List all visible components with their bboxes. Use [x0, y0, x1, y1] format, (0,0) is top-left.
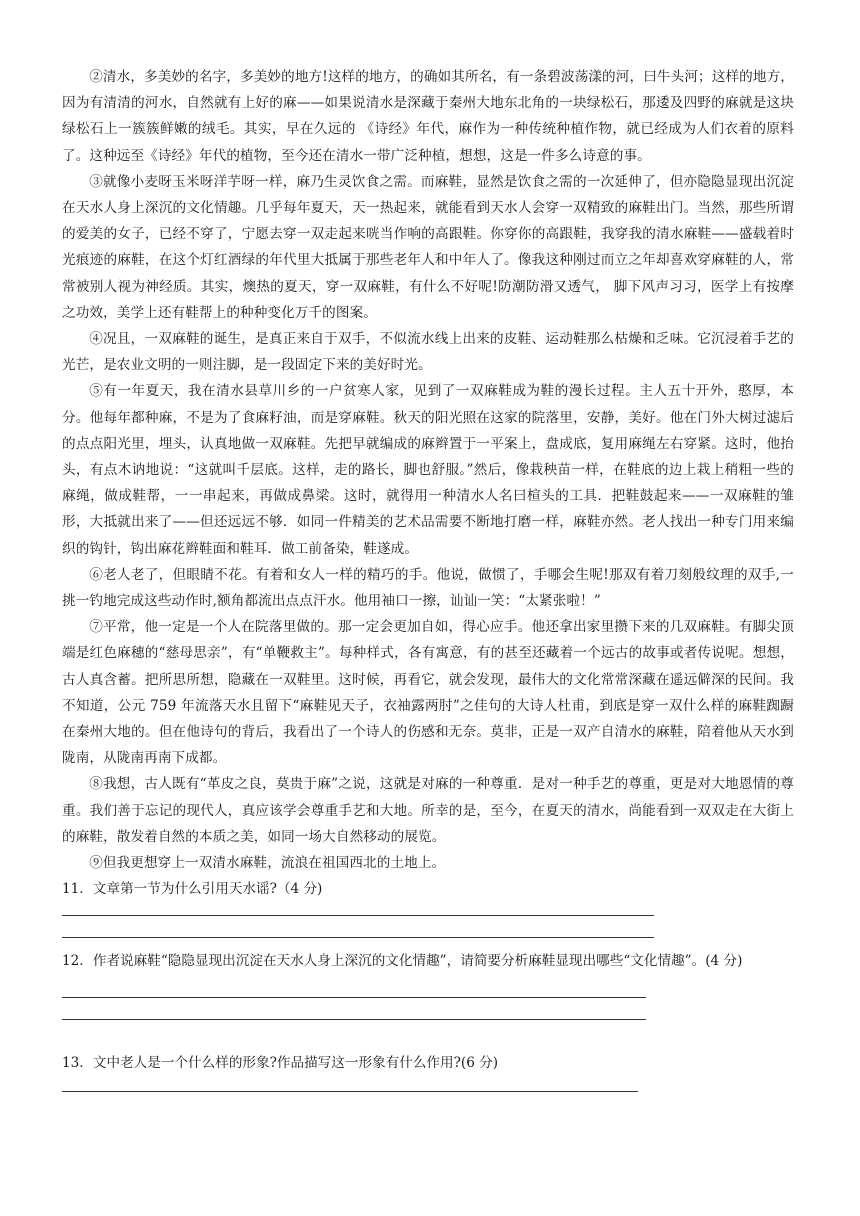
answer-line-12-1[interactable]	[62, 997, 646, 998]
answer-line-11-1[interactable]	[62, 915, 654, 916]
question-12: 12．作者说麻鞋“隐隐显现出沉淀在天水人身上深沉的文化情趣”，请简要分析麻鞋显现出哪些“文化情趣”。(4 分)	[62, 953, 743, 970]
paragraph-7: ⑦平常，他一定是一个人在院落里做的。那一定会更加自如，得心应手。他还拿出家里攒下来的几双麻鞋。有脚尖顶端是红色麻穗的“慈母思亲”，有“单鞭救主”。每种样式，各有寓意，有的甚至还藏着一个远古的故事或者传说呢。想想，古人真含蓄。把所思所想，隐藏在一双鞋里。这时候，再看它，就会发现，最伟大的文化常常深藏在遥远僻深的民间。我不知道，公元 759 年流落天水且留下“麻鞋见天子，衣袖露两肘”之佳句的大诗人杜甫，到底是穿一双什么样的麻鞋踟蹰在秦州大地的。但在他诗句的背后，我看出了一个诗人的伤感和无奈。莫非，正是一双产自清水的麻鞋，陪着他从天水到陇南，从陇南再南下成都。	[62, 619, 794, 767]
paragraph-6: ⑥老人老了，但眼睛不花。有着和女人一样的精巧的手。他说，做惯了，手哪会生呢!那双有着刀刻般纹理的双手,一挑一钓地完成这些动作时,额角都流出点点汗水。他用袖口一擦，讪讪一笑：“太紧张啦！”	[62, 566, 794, 610]
paragraph-4: ④况且，一双麻鞋的诞生，是真正来自于双手，不似流水线上出来的皮鞋、运动鞋那么枯燥和乏味。它沉浸着手艺的光芒，是农业文明的一则注脚，是一段固定下来的美好时光。	[62, 331, 794, 374]
article-body	[62, 64, 794, 876]
question-13: 13．文中老人是一个什么样的形象?作品描写这一形象有什么作用?(6 分)	[62, 1055, 499, 1072]
paragraph-3: ③就像小麦呀玉米呀洋芋呀一样，麻乃生灵饮食之需。而麻鞋，显然是饮食之需的一次延伸了，但亦隐隐显现出沉淀在天水人身上深沉的文化情趣。几乎每年夏天，天一热起来，就能看到天水人会穿一双精致的麻鞋出门。当然，那些所谓的爱美的女子，已经不穿了，宁愿去穿一双走起来咣当作响的高跟鞋。你穿你的高跟鞋，我穿我的清水麻鞋——盛载着时光痕迹的麻鞋，在这个灯红酒绿的年代里大抵属于那些老年人和中年人了。像我这种刚过而立之年却喜欢穿麻鞋的人，常常被别人视为神经质。其实，燠热的夏天，穿一双麻鞋，有什么不好呢!防潮防滑又透气， 脚下风声习习，医学上有按摩之功效，美学上还有鞋帮上的种种变化万千的图案。	[62, 173, 794, 321]
question-11: 11．文章第一节为什么引用天水谣?（4 分)	[62, 881, 323, 898]
answer-line-12-2[interactable]	[62, 1019, 646, 1020]
paragraph-2: ②清水，多美妙的名字，多美妙的地方!这样的地方，的确如其所名，有一条碧波荡漾的河，曰牛头河；这样的地方，因为有清清的河水，自然就有上好的麻——如果说清水是深藏于秦州大地东北角的一块绿松石，那逶及四野的麻就是这块绿松石上一簇簇鲜嫩的绒毛。其实，早在久远的 《诗经》年代，麻作为一种传统种植作物，就已经成为人们衣着的原料了。这种远至《诗经》年代的植物，至今还在清水一带广泛种植，想想，这是一件多么诗意的事。	[62, 69, 794, 164]
paragraph-9: ⑨但我更想穿上一双清水麻鞋，流浪在祖国西北的土地上。	[89, 855, 446, 872]
question-section	[62, 876, 794, 1092]
answer-line-11-2[interactable]	[62, 937, 654, 938]
paragraph-8: ⑧我想，古人既有“革皮之良，莫贵于麻”之说，这就是对麻的一种尊重．是对一种手艺的尊重，更是对大地恩情的尊重。我们善于忘记的现代人，真应该学会尊重手艺和大地。所幸的是，至今，在夏天的清水，尚能看到一双双走在大街上的麻鞋，散发着自然的本质之美，如同一场大自然移动的展览。	[62, 776, 794, 845]
answer-line-13-1[interactable]	[62, 1091, 638, 1092]
paragraph-5: ⑤有一年夏天，我在清水县草川乡的一户贫寒人家，见到了一双麻鞋成为鞋的漫长过程。主人五十开外，憨厚，本分。他每年都种麻，不是为了食麻籽油，而是穿麻鞋。秋天的阳光照在这家的院落里，安静，美好。他在门外大树过滤后的点点阳光里，埋头，认真地做一双麻鞋。先把早就编成的麻辫置于一平案上，盘成底，复用麻绳左右穿紧。这时，他抬头，有点木讷地说：“这就叫千层底。这样，走的路长，脚也舒服。”然后，像栽秧苗一样，在鞋底的边上栽上稍粗一些的麻绳，做成鞋帮，一一串起来，再做成鼻梁。这时，就得用一种清水人名曰楦头的工具．把鞋鼓起来——一双麻鞋的雏形，大抵就出来了——但还远远不够．如同一件精美的艺术品需要不断地打磨一样，麻鞋亦然。老人找出一种专门用来编织的钩针，钩出麻花辫鞋面和鞋耳．做工前备染，鞋遂成。	[62, 383, 794, 557]
